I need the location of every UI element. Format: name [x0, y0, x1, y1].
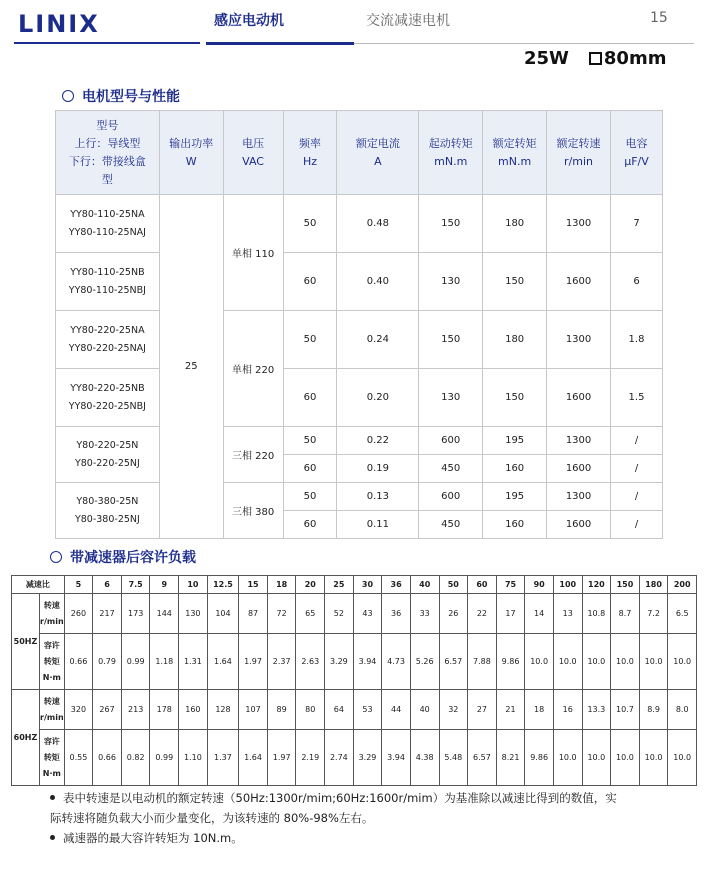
table-row: Y80-380-25N Y80-380-25NJ 三相 380 50 0.13 600 195 1300 /	[56, 483, 663, 511]
col-model: 型号 上行：导线型 下行：带接线盒 型	[56, 111, 160, 195]
ratio-cell: 30	[353, 576, 382, 594]
ratio-cell: 75	[496, 576, 525, 594]
model-cell: Y80-380-25N Y80-380-25NJ	[56, 483, 160, 539]
torque-cell: 3.29	[325, 634, 354, 690]
speed-cell: 8.7	[611, 594, 640, 634]
torque-cell: 10.0	[639, 634, 668, 690]
torque-cell: 5.26	[410, 634, 439, 690]
speed-cell: 173	[121, 594, 150, 634]
col-start-torque: 起动转矩 mN.m	[419, 111, 483, 195]
ratio-cell: 150	[611, 576, 640, 594]
col-voltage: 电压 VAC	[223, 111, 283, 195]
table-row: 60 0.19 450 160 1600 /	[56, 455, 663, 483]
table-row: YY80-220-25NB YY80-220-25NBJ 60 0.20 130 150 1600 1.5	[56, 369, 663, 427]
torque-cell: 4.38	[410, 730, 439, 786]
col-power: 输出功率 W	[159, 111, 223, 195]
torque-cell: 10.0	[668, 730, 697, 786]
footnotes	[50, 788, 670, 848]
torque-cell: 6.57	[468, 730, 497, 786]
tab-induction-motor[interactable]: 感应电动机	[214, 13, 284, 29]
speed-cell: 18	[525, 690, 554, 730]
allowable-load-table	[11, 575, 697, 786]
speed-cell: 144	[150, 594, 179, 634]
torque-cell: 0.79	[93, 634, 122, 690]
model-cell: Y80-220-25N Y80-220-25NJ	[56, 427, 160, 483]
bullet-icon	[50, 795, 55, 800]
torque-cell: 2.19	[296, 730, 325, 786]
ratio-cell: 50	[439, 576, 468, 594]
torque-cell: 10.0	[553, 634, 582, 690]
speed-cell: 21	[496, 690, 525, 730]
speed-cell: 104	[207, 594, 239, 634]
speed-cell: 128	[207, 690, 239, 730]
ratio-cell: 60	[468, 576, 497, 594]
model-cell: YY80-110-25NB YY80-110-25NBJ	[56, 253, 160, 311]
torque-cell: 10.0	[553, 730, 582, 786]
col-rated-torque: 额定转矩 mN.m	[483, 111, 547, 195]
torque-cell: 2.63	[296, 634, 325, 690]
speed-cell: 13	[553, 594, 582, 634]
speed-cell: 17	[496, 594, 525, 634]
col-frequency: 频率 Hz	[283, 111, 337, 195]
speed-cell: 26	[439, 594, 468, 634]
speed-cell: 89	[267, 690, 296, 730]
speed-cell: 213	[121, 690, 150, 730]
speed-cell: 13.3	[582, 690, 611, 730]
col-current: 额定电流 A	[337, 111, 419, 195]
speed-cell: 36	[382, 594, 411, 634]
torque-cell: 9.86	[525, 730, 554, 786]
torque-cell: 10.0	[639, 730, 668, 786]
torque-cell: 1.97	[267, 730, 296, 786]
table-row: YY80-220-25NA YY80-220-25NAJ 单相 220 50 0.24 150 180 1300 1.8	[56, 311, 663, 369]
torque-label: 容许 转矩 N·m	[40, 634, 65, 690]
torque-cell: 0.55	[64, 730, 93, 786]
torque-cell: 3.94	[382, 730, 411, 786]
header-divider	[354, 43, 694, 44]
ratio-cell: 7.5	[121, 576, 150, 594]
torque-cell: 10.0	[611, 730, 640, 786]
tab-ac-gear-motor[interactable]: 交流减速电机	[366, 13, 450, 29]
speed-cell: 53	[353, 690, 382, 730]
ratio-cell: 18	[267, 576, 296, 594]
speed-cell: 64	[325, 690, 354, 730]
ratio-cell: 90	[525, 576, 554, 594]
voltage-cell: 三相 220	[223, 427, 283, 483]
speed-cell: 8.0	[668, 690, 697, 730]
active-tab-indicator	[206, 42, 354, 45]
ratio-cell: 10	[179, 576, 208, 594]
speed-row	[12, 594, 697, 634]
ratio-cell: 9	[150, 576, 179, 594]
speed-cell: 160	[179, 690, 208, 730]
speed-cell: 22	[468, 594, 497, 634]
power-cell: 25	[159, 195, 223, 539]
torque-cell: 1.64	[239, 730, 268, 786]
speed-cell: 217	[93, 594, 122, 634]
speed-cell: 40	[410, 690, 439, 730]
speed-cell: 267	[93, 690, 122, 730]
speed-cell: 44	[382, 690, 411, 730]
speed-cell: 10.7	[611, 690, 640, 730]
ratio-cell: 180	[639, 576, 668, 594]
table-row: YY80-110-25NA YY80-110-25NAJ 25 单相 110 50 0.48 150 180 1300 7	[56, 195, 663, 253]
speed-cell: 32	[439, 690, 468, 730]
brand-logo: LINIX	[18, 10, 100, 38]
speed-cell: 27	[468, 690, 497, 730]
logo-underline	[14, 42, 200, 44]
ratio-cell: 25	[325, 576, 354, 594]
note-2: 减速器的最大容许转矩为 10N.m。	[50, 828, 670, 848]
spec-frame: 80mm	[603, 48, 667, 69]
torque-cell: 5.48	[439, 730, 468, 786]
ratio-cell: 15	[239, 576, 268, 594]
torque-cell: 2.74	[325, 730, 354, 786]
torque-cell: 10.0	[611, 634, 640, 690]
ratio-cell: 5	[64, 576, 93, 594]
speed-cell: 33	[410, 594, 439, 634]
torque-cell: 1.97	[239, 634, 268, 690]
ratio-cell: 120	[582, 576, 611, 594]
ratio-cell: 40	[410, 576, 439, 594]
torque-cell: 0.99	[121, 634, 150, 690]
speed-cell: 6.5	[668, 594, 697, 634]
torque-cell: 1.31	[179, 634, 208, 690]
note-1: 表中转速是以电动机的额定转速（50Hz:1300r/mim;60Hz:1600r/mim）为基准除以减速比得到的数值，实	[50, 788, 670, 808]
torque-cell: 0.66	[64, 634, 93, 690]
speed-cell: 7.2	[639, 594, 668, 634]
square-frame-icon	[589, 52, 602, 65]
spec-power: 25W	[524, 48, 569, 69]
table-row: 60 0.11 450 160 1600 /	[56, 511, 663, 539]
torque-cell: 1.18	[150, 634, 179, 690]
circle-bullet-icon	[50, 551, 62, 563]
torque-cell: 0.99	[150, 730, 179, 786]
ratio-cell: 12.5	[207, 576, 239, 594]
model-cell: YY80-110-25NA YY80-110-25NAJ	[56, 195, 160, 253]
bullet-icon	[50, 835, 55, 840]
ratio-cell: 20	[296, 576, 325, 594]
speed-label: 转速 r/min	[40, 690, 65, 730]
torque-cell: 0.66	[93, 730, 122, 786]
frequency-label: 50HZ	[12, 594, 40, 690]
torque-label: 容许 转矩 N·m	[40, 730, 65, 786]
torque-cell: 10.0	[668, 634, 697, 690]
speed-row	[12, 690, 697, 730]
torque-cell: 3.29	[353, 730, 382, 786]
torque-cell: 2.37	[267, 634, 296, 690]
speed-cell: 14	[525, 594, 554, 634]
ratio-label: 减速比	[12, 576, 65, 594]
ratio-cell: 36	[382, 576, 411, 594]
speed-cell: 178	[150, 690, 179, 730]
voltage-cell: 单相 220	[223, 311, 283, 427]
table-row: YY80-110-25NB YY80-110-25NBJ 60 0.40 130 150 1600 6	[56, 253, 663, 311]
torque-cell: 4.73	[382, 634, 411, 690]
speed-cell: 260	[64, 594, 93, 634]
speed-cell: 8.9	[639, 690, 668, 730]
ratio-cell: 200	[668, 576, 697, 594]
torque-cell: 7.88	[468, 634, 497, 690]
speed-cell: 10.8	[582, 594, 611, 634]
torque-cell: 1.37	[207, 730, 239, 786]
speed-cell: 52	[325, 594, 354, 634]
torque-cell: 8.21	[496, 730, 525, 786]
torque-cell: 9.86	[496, 634, 525, 690]
ratio-header-row	[12, 576, 697, 594]
torque-cell: 0.82	[121, 730, 150, 786]
torque-row	[12, 730, 697, 786]
col-speed: 额定转速 r/min	[547, 111, 611, 195]
speed-cell: 87	[239, 594, 268, 634]
model-cell: YY80-220-25NA YY80-220-25NAJ	[56, 311, 160, 369]
motor-performance-table	[55, 110, 663, 539]
torque-cell: 10.0	[582, 634, 611, 690]
speed-cell: 80	[296, 690, 325, 730]
frequency-label: 60HZ	[12, 690, 40, 786]
torque-cell: 1.10	[179, 730, 208, 786]
col-capacitor: 电容 μF/V	[611, 111, 663, 195]
speed-cell: 65	[296, 594, 325, 634]
voltage-cell: 三相 380	[223, 483, 283, 539]
page-number: 15	[650, 10, 668, 26]
note-1-cont: 际转速将随负载大小而少量变化，为该转速的 80%-98%左右。	[50, 811, 374, 825]
speed-cell: 43	[353, 594, 382, 634]
torque-cell: 3.94	[353, 634, 382, 690]
voltage-cell: 单相 110	[223, 195, 283, 311]
speed-cell: 16	[553, 690, 582, 730]
ratio-cell: 100	[553, 576, 582, 594]
speed-label: 转速 r/min	[40, 594, 65, 634]
torque-cell: 10.0	[525, 634, 554, 690]
torque-cell: 10.0	[582, 730, 611, 786]
section-title-performance: 电机型号与性能	[62, 86, 180, 106]
section-title-load: 带减速器后容许负载	[50, 547, 196, 567]
torque-row	[12, 634, 697, 690]
torque-cell: 6.57	[439, 634, 468, 690]
speed-cell: 107	[239, 690, 268, 730]
page-header	[0, 0, 713, 48]
torque-cell: 1.64	[207, 634, 239, 690]
speed-cell: 320	[64, 690, 93, 730]
model-cell: YY80-220-25NB YY80-220-25NBJ	[56, 369, 160, 427]
circle-bullet-icon	[62, 90, 74, 102]
ratio-cell: 6	[93, 576, 122, 594]
motor-spec	[524, 48, 666, 69]
speed-cell: 72	[267, 594, 296, 634]
speed-cell: 130	[179, 594, 208, 634]
table-row: Y80-220-25N Y80-220-25NJ 三相 220 50 0.22 600 195 1300 /	[56, 427, 663, 455]
